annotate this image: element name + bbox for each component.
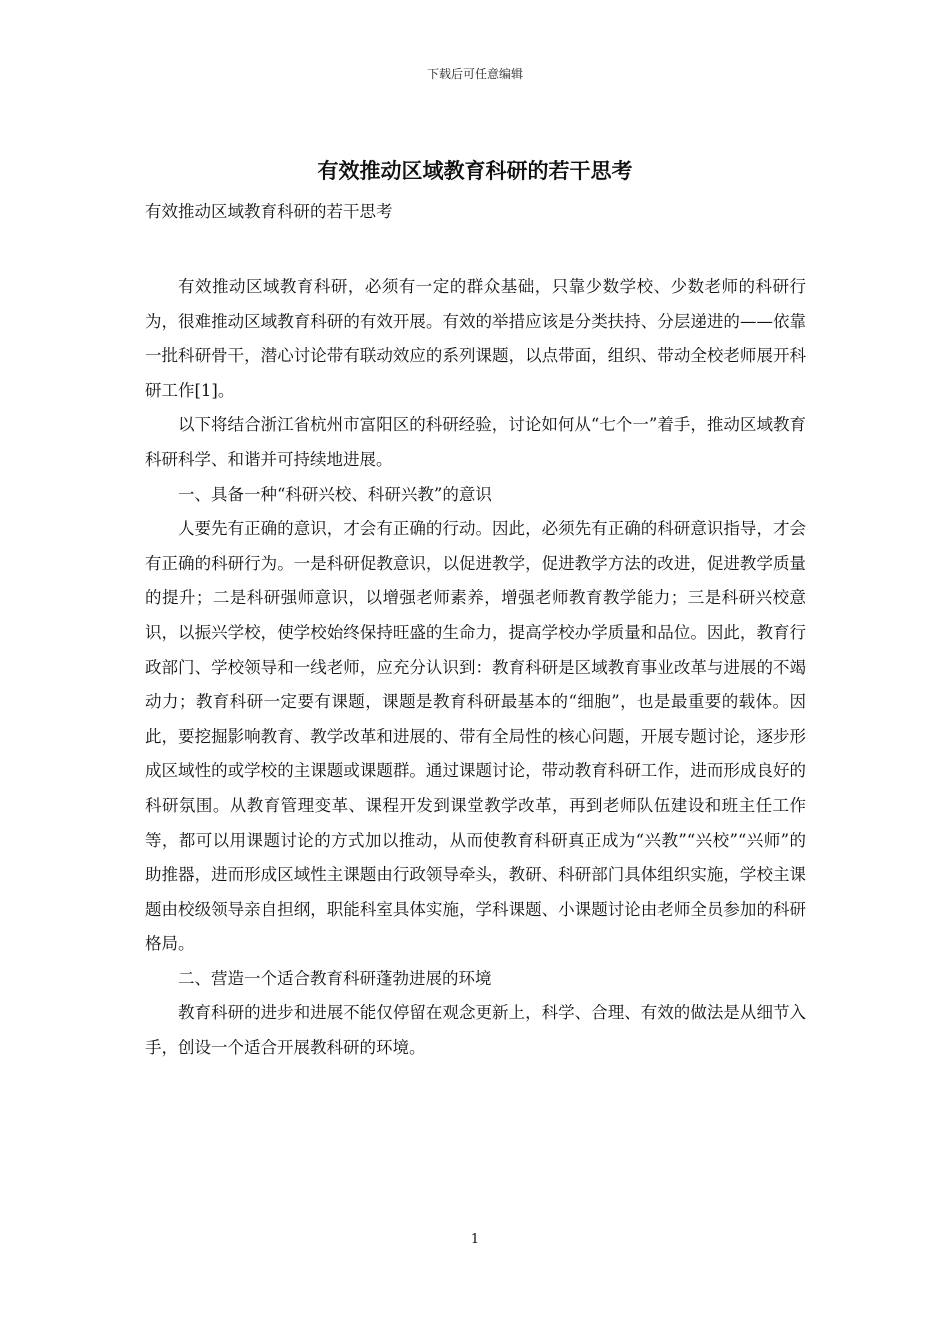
page-number: 1 bbox=[470, 1232, 480, 1247]
document-body bbox=[145, 270, 806, 1066]
document-subtitle: 有效推动区域教育科研的若干思考 bbox=[145, 202, 393, 221]
paragraph-overview: 以下将结合浙江省杭州市富阳区的科研经验，讨论如何从“七个一”着手，推动区域教育科研科学、和谐并可持续地进展。 bbox=[145, 415, 806, 469]
section-heading-1: 一、具备一种“科研兴校、科研兴教”的意识 bbox=[178, 484, 492, 504]
paragraph-intro: 有效推动区域教育科研，必须有一定的群众基础，只靠少数学校、少数老师的科研行为，很难推动区域教育科研的有效开展。有效的举措应该是分类扶持、分层递进的——依靠一批科研骨干，潜心讨论带有联动效应的系列课题，以点带面，组织、带动全校老师展开科研工作[1]。 bbox=[145, 277, 806, 400]
paragraph-section-2: 教育科研的进步和进展不能仅停留在观念更新上，科学、合理、有效的做法是从细节入手，创设一个适合开展教科研的环境。 bbox=[145, 1003, 806, 1058]
section-heading-2: 二、营造一个适合教育科研蓬勃进展的环境 bbox=[178, 968, 492, 988]
page-header: 下载后可任意编辑 bbox=[426, 67, 523, 81]
paragraph-section-1: 人要先有正确的意识，才会有正确的行动。因此，必须先有正确的科研意识指导，才会有正确的科研行为。一是科研促教意识，以促进教学，促进教学方法的改进，促进教学质量的提升；二是科研强师意识，以增强老师素养，增强老师教育教学能力；三是科研兴校意识，以振兴学校，使学校始终保持旺盛的生命力，提高学校办学质量和品位。因此，教育行政部门、学校领导和一线老师，应充分认识到：教育科研是区域教育事业改革与进展的不竭动力；教育科研一定要有课题，课题是教育科研最基本的“细胞”，也是最重要的载体。因此，要挖掘影响教育、教学改革和进展的、带有全局性的核心问题，开展专题讨论，逐步形成区域性的或学校的主课题或课题群。通过课题讨论，带动教育科研工作，进而形成良好的科研氛围。从教育管理变革、课程开发到课堂教学改革，再到老师队伍建设和班主任工作等，都可以用课题讨论的方式加以推动，从而使教育科研真正成为“兴教”“兴校”“兴师”的助推器，进而形成区域性主课题由行政领导牵头，教研、科研部门具体组织实施，学校主课题由校级领导亲自担纲，职能科室具体实施，学科课题、小课题讨论由老师全员参加的科研格局。 bbox=[145, 519, 806, 954]
document-title: 有效推动区域教育科研的若干思考 bbox=[317, 158, 633, 183]
